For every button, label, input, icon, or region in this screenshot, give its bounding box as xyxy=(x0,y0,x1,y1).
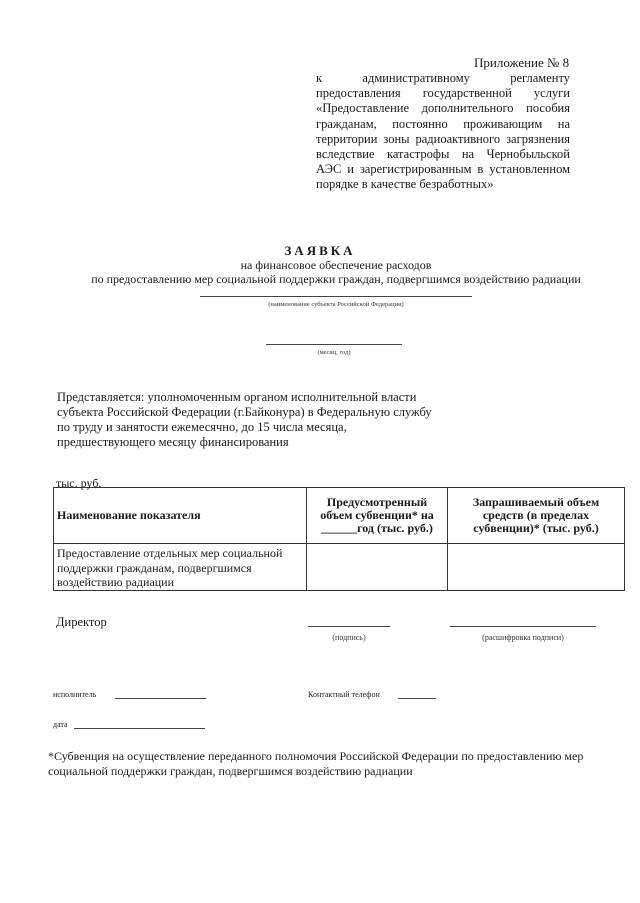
table-row xyxy=(54,544,625,591)
document-subtitle-line1: на финансовое обеспечение расходов xyxy=(240,258,432,272)
signature-decode-field-line[interactable] xyxy=(450,626,596,627)
executor-label: исполнитель xyxy=(53,690,97,699)
contact-phone-label: Контактный телефон xyxy=(308,690,380,699)
signature-caption: (подпись) xyxy=(332,633,366,642)
table-header-row xyxy=(54,488,625,544)
subject-name-caption: (наименование субъекта Российской Федерации) xyxy=(268,301,404,308)
date-field-line[interactable] xyxy=(74,728,205,729)
subsidy-table xyxy=(53,487,625,591)
signature-decode-caption: (расшифровка подписи) xyxy=(482,633,564,642)
document-title: ЗАЯВКА xyxy=(284,243,356,258)
executor-field-line[interactable] xyxy=(115,698,206,699)
director-label: Директор xyxy=(56,615,107,629)
header-planned-subsidy: Предусмотренный объем субвенции* на ______год (тыс. руб.) xyxy=(307,488,448,544)
date-label: дата xyxy=(53,720,68,729)
footnote: *Субвенция на осуществление переданного полномочия Российской Федерации по предоставлению мер социальной поддержки граждан, подвергшимся воздействию радиации xyxy=(48,749,584,778)
subject-name-field-line xyxy=(200,296,472,297)
header-indicator-name: Наименование показателя xyxy=(54,488,307,544)
signature-field-line[interactable] xyxy=(308,626,390,627)
presented-by-paragraph: Представляется: уполномоченным органом исполнительной власти субъекта Российской Федерации (г.Байконура) в Федеральную службу по труду и занятости ежемесячно, до 15 числа месяца, предшествующего месяцу финансирования xyxy=(57,390,432,449)
appendix-description: к административному регламенту предоставления государственной услуги «Предоставление дополнительного пособия гражданам, постоянно проживающим на территории зоны радиоактивного загрязнения вследствие катастрофы на Чернобыльской АЭС и зарегистрированным в установленном порядке в качестве безработных» xyxy=(316,71,570,192)
month-year-field-line xyxy=(266,344,402,345)
header-requested-amount: Запрашиваемый объем средств (в пределах субвенции)* (тыс. руб.) xyxy=(448,488,625,544)
currency-unit-label: тыс. руб. xyxy=(56,476,102,490)
row-requested-amount-cell[interactable] xyxy=(448,544,625,591)
contact-phone-field-line[interactable] xyxy=(398,698,436,699)
document-subtitle-line2: по предоставлению мер социальной поддержки граждан, подвергшимся воздействию радиации xyxy=(91,272,581,286)
appendix-title: Приложение № 8 xyxy=(474,55,570,70)
month-year-caption: (месяц, год) xyxy=(317,349,351,356)
row-planned-subsidy-cell[interactable] xyxy=(307,544,448,591)
row-indicator-name: Предоставление отдельных мер социальной поддержки гражданам, подвергшимся воздействию радиации xyxy=(54,544,307,591)
